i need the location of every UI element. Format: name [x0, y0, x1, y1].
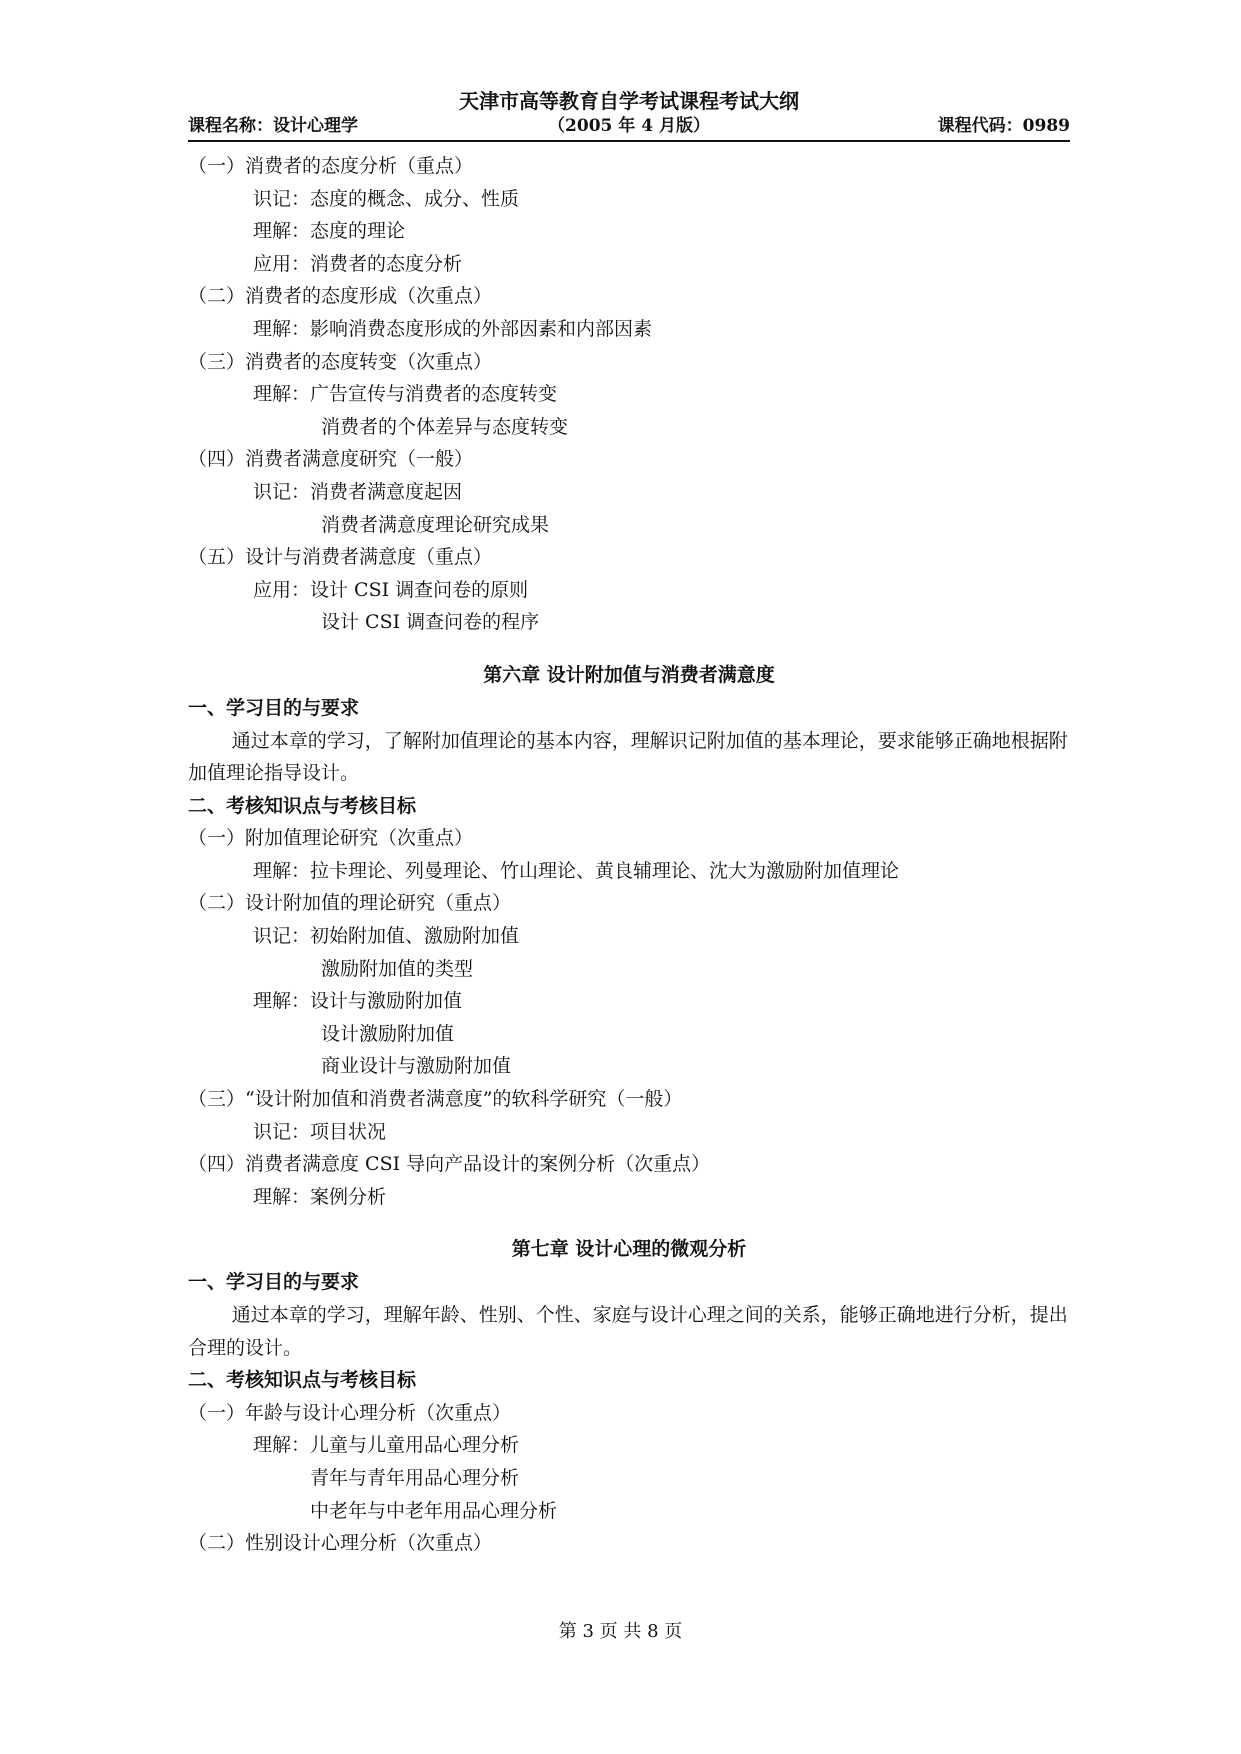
body-paragraph: 通过本章的学习，理解年龄、性别、个性、家庭与设计心理之间的关系，能够正确地进行分析，提出合理的设计。: [188, 1304, 1068, 1359]
edition: （2005 年 4 月版）: [548, 116, 710, 136]
outline-subitem: 中老年与中老年用品心理分析: [310, 1499, 558, 1522]
outline-subitem: 理解：案例分析: [253, 1185, 387, 1208]
outline-item: （三）消费者的态度转变（次重点）: [188, 350, 493, 373]
outline-subitem: 识记：消费者满意度起因: [253, 480, 463, 503]
outline-subitem: 理解：态度的理论: [253, 220, 406, 243]
document-title: 天津市高等教育自学考试课程考试大纲: [459, 89, 799, 113]
outline-subitem: 消费者的个体差异与态度转变: [321, 415, 569, 438]
outline-item: （二）设计附加值的理论研究（重点）: [188, 892, 512, 915]
outline-subitem: 识记：项目状况: [253, 1120, 387, 1143]
outline-subitem: 理解：设计与激励附加值: [253, 990, 463, 1013]
chapter-heading: 第六章 设计附加值与消费者满意度: [483, 663, 775, 686]
course-code: 课程代码：0989: [937, 116, 1070, 136]
outline-item: （一）消费者的态度分析（重点）: [188, 155, 474, 177]
page-footer: 第 3 页 共 8 页: [558, 1621, 683, 1642]
outline-subitem: 理解：儿童与儿童用品心理分析: [253, 1434, 520, 1457]
body-paragraph: 通过本章的学习，了解附加值理论的基本内容，理解识记附加值的基本理论，要求能够正确地根据附加值理论指导设计。: [188, 729, 1068, 785]
outline-subitem: 理解：广告宣传与消费者的态度转变: [253, 383, 558, 406]
outline-subitem: 消费者满意度理论研究成果: [321, 513, 550, 536]
page-header: [188, 88, 1070, 142]
outline-item: （二）性别设计心理分析（次重点）: [188, 1532, 493, 1555]
outline-item: （四）消费者满意度 CSI 导向产品设计的案例分析（次重点）: [188, 1153, 711, 1176]
document-body: [188, 150, 1070, 1560]
course-name: 课程名称：设计心理学: [188, 116, 358, 136]
outline-subitem: 商业设计与激励附加值: [321, 1055, 512, 1078]
outline-item: （五）设计与消费者满意度（重点）: [188, 546, 493, 569]
header-info-row: [188, 114, 1070, 142]
outline-subitem: 激励附加值的类型: [321, 957, 474, 980]
outline-item: （四）消费者满意度研究（一般）: [188, 448, 474, 471]
outline-subitem: 设计激励附加值: [321, 1022, 455, 1045]
outline-subitem: 识记：初始附加值、激励附加值: [253, 925, 520, 948]
outline-subitem: 理解：拉卡理论、列曼理论、竹山理论、黄良辅理论、沈大为激励附加值理论: [253, 859, 900, 882]
outline-subitem: 设计 CSI 调查问卷的程序: [321, 611, 540, 634]
outline-item: （一）附加值理论研究（次重点）: [188, 827, 474, 850]
section-heading: 一、学习目的与要求: [188, 696, 360, 719]
section-heading: 二、考核知识点与考核目标: [188, 1369, 417, 1392]
outline-subitem: 应用：消费者的态度分析: [253, 252, 463, 275]
outline-subitem: 青年与青年用品心理分析: [310, 1466, 520, 1489]
section-heading: 二、考核知识点与考核目标: [188, 794, 417, 817]
outline-subitem: 识记：态度的概念、成分、性质: [253, 187, 520, 210]
chapter-heading: 第七章 设计心理的微观分析: [511, 1238, 747, 1261]
outline-subitem: 理解：影响消费态度形成的外部因素和内部因素: [253, 317, 653, 340]
outline-subitem: 应用：设计 CSI 调查问卷的原则: [253, 578, 529, 601]
outline-item: （三）“设计附加值和消费者满意度”的软科学研究（一般）: [188, 1088, 683, 1111]
section-heading: 一、学习目的与要求: [188, 1271, 360, 1294]
outline-item: （一）年龄与设计心理分析（次重点）: [188, 1401, 512, 1424]
outline-item: （二）消费者的态度形成（次重点）: [188, 285, 493, 308]
